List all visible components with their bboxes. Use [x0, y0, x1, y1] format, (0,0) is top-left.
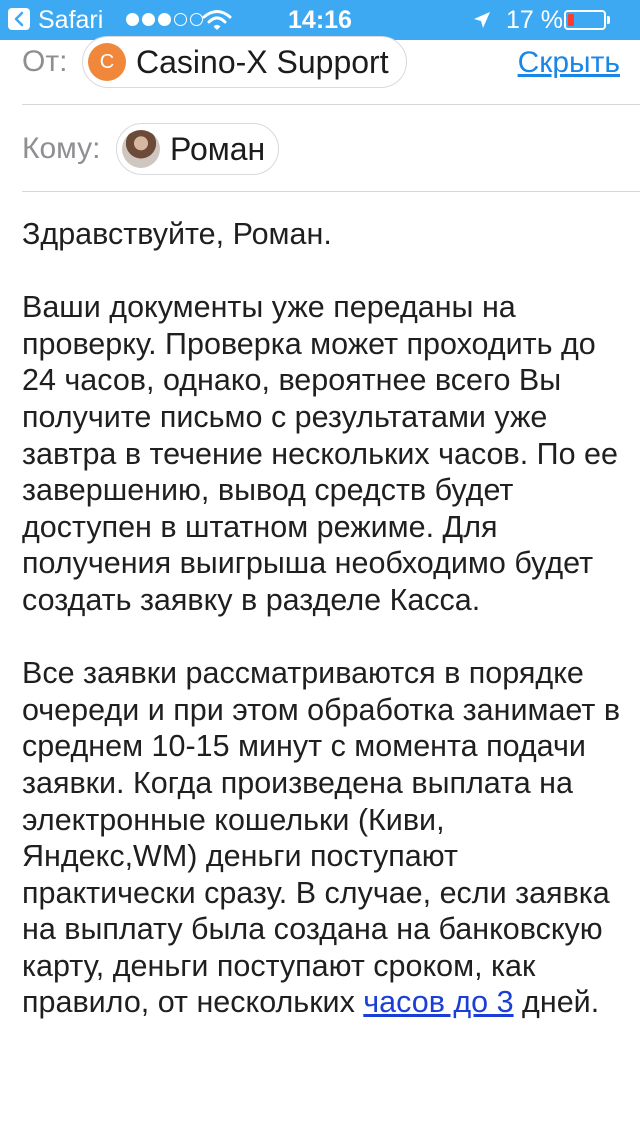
message-body [22, 216, 622, 1058]
battery-cap [607, 16, 610, 24]
back-app-label[interactable]: Safari [38, 6, 104, 34]
battery-percent: 17 % [506, 6, 563, 34]
battery-level [568, 14, 574, 26]
body-paragraph: Ваши документы уже переданы на проверку. Проверка может проходить до 24 часов, однако, вероятнее всего Вы получите письмо с результатами уже завтра в течение нескольких часов. По ее завершению, вывод средств будет доступен в штатном режиме. Для получения выигрыша необходимо будет создать заявку в разделе Касса. [22, 290, 618, 617]
divider [22, 191, 640, 192]
paragraph-tail: дней. [513, 985, 600, 1020]
from-row [0, 40, 640, 104]
from-label: От: [22, 45, 68, 78]
recipient-name: Роман [170, 130, 266, 167]
sender-chip[interactable] [82, 36, 407, 88]
recipient-avatar [122, 130, 160, 168]
to-label: Кому: [22, 132, 101, 165]
status-bar [0, 0, 640, 40]
sender-name: Casino-X Support [136, 43, 389, 80]
divider [22, 104, 640, 105]
paragraph-text: Все заявки рассматриваются в порядке очереди и при этом обработка занимает в среднем 10-15 минут с момента подачи заявки. Когда произведена выплата на электронные кошельки (Киви, Яндекс,WM) деньги поступают практически сразу. В случае, если заявка на выплату была создана на банковскую карту, деньги поступают сроком, как правило, от нескольких [22, 656, 621, 1020]
location-arrow-icon [472, 10, 492, 30]
to-row [0, 108, 640, 192]
clock: 14:16 [288, 6, 352, 34]
hide-details-link[interactable]: Скрыть [517, 46, 620, 79]
body-paragraph [22, 655, 622, 1021]
detected-duration-link[interactable]: часов до 3 [363, 985, 514, 1020]
sender-avatar: C [88, 43, 126, 81]
greeting: Здравствуйте, Роман. [22, 217, 332, 251]
recipient-chip[interactable] [116, 123, 279, 175]
battery-icon [564, 10, 606, 30]
